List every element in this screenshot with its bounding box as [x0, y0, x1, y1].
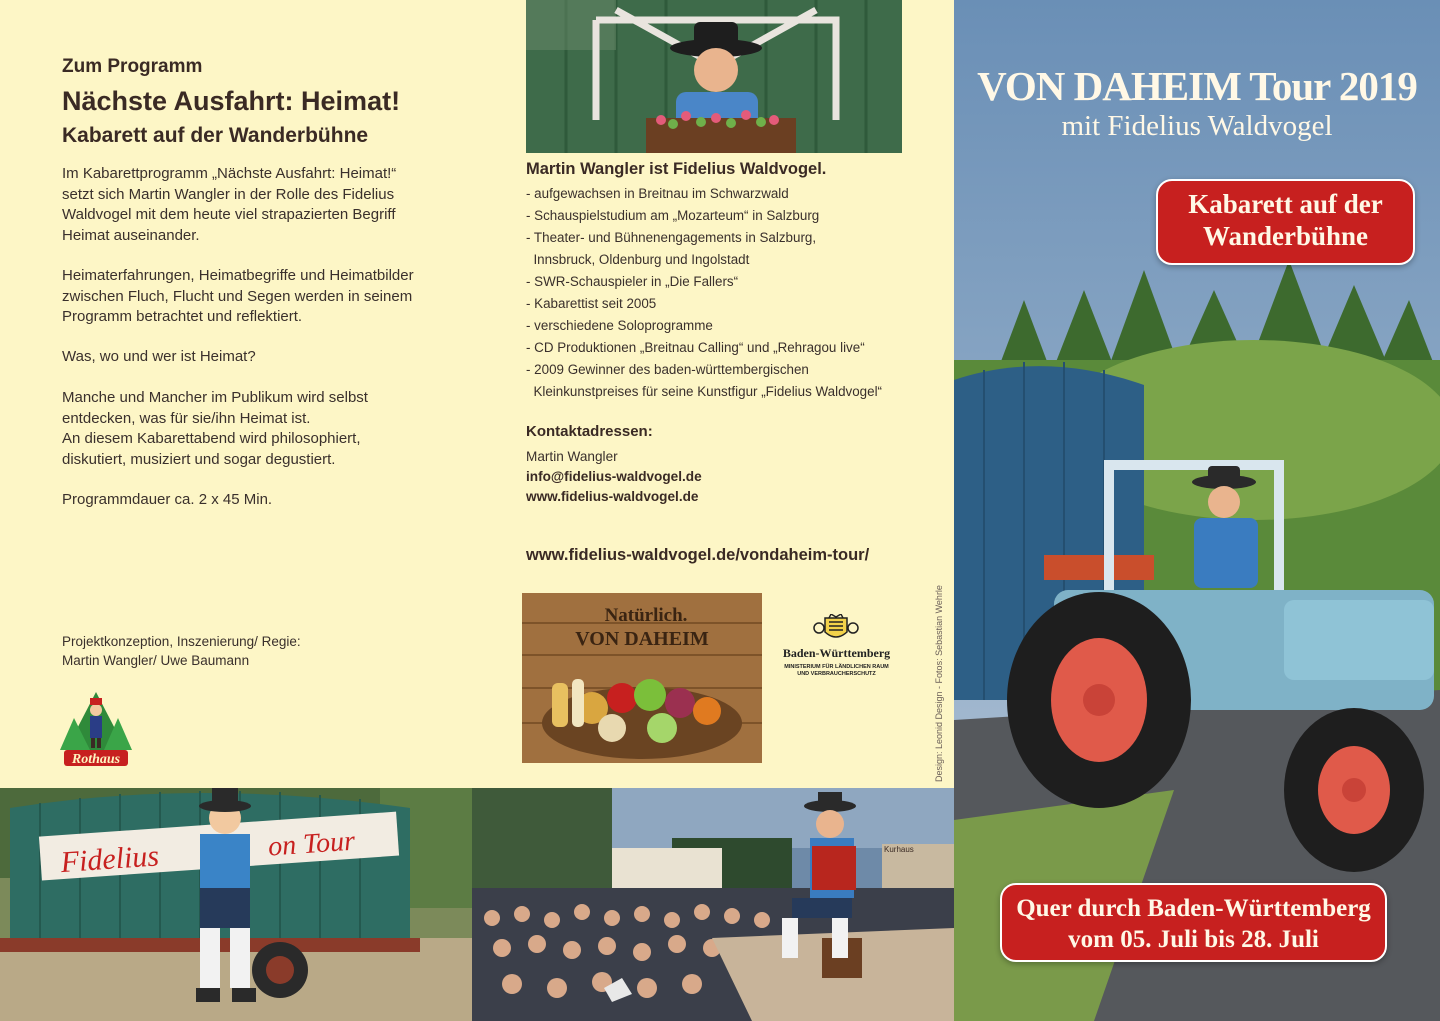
list-item: Kleinkunstpreises für seine Kunstfigur „Fidelius Waldvogel“: [526, 384, 883, 399]
bw-ministry-line: MINISTERIUM FÜR LÄNDLICHEN RAUM: [784, 664, 889, 670]
list-item: - verschiedene Soloprogramme: [526, 318, 713, 333]
stage-sign-kurhaus: Kurhaus: [884, 845, 914, 854]
text-line: setzt sich Martin Wangler in der Rolle des Fidelius: [62, 185, 395, 203]
paragraph-audience: [62, 388, 452, 470]
paragraph-intro: [62, 164, 452, 246]
list-item: - Theater- und Bühnenengagements in Salzburg,: [526, 230, 817, 245]
photo-portrait-hat: [526, 0, 902, 153]
cover-panel: [954, 0, 1440, 1021]
badge-tour-dates: [1000, 883, 1387, 962]
badge-line: Quer durch Baden-Württemberg: [1016, 895, 1371, 922]
rothaus-logo: [60, 688, 132, 768]
photo-stage-performance: [472, 788, 954, 1021]
bw-coat-of-arms-icon: [811, 614, 861, 644]
paragraph-question: [62, 347, 452, 368]
list-item: - Schauspielstudium am „Mozarteum“ in Salzburg: [526, 208, 820, 223]
wagon-sign-ontour: on Tour: [267, 825, 356, 863]
contact-name: Martin Wangler: [526, 449, 618, 464]
paragraph-duration: [62, 490, 452, 511]
section-label: Zum Programm: [62, 56, 203, 77]
text-line: Heimaterfahrungen, Heimatbegriffe und Heimatbilder: [62, 267, 414, 284]
contact-email[interactable]: info@fidelius-waldvogel.de: [526, 469, 702, 484]
text-line: Heimat auseinander.: [62, 226, 200, 244]
text-line: Programmdauer ca. 2 x 45 Min.: [62, 491, 273, 508]
design-credit: Design: Leonid Design - Fotos: Sebastian Wehrle: [934, 585, 944, 782]
logo-text-vondaheim: VON DAHEIM: [575, 628, 709, 650]
von-daheim-logo: [522, 593, 762, 763]
logo-text-naturlich: Natürlich.: [604, 605, 688, 626]
cover-photo-tractor: [954, 0, 1440, 1021]
contact-title: Kontaktadressen:: [526, 423, 653, 440]
badge-line: Kabarett auf der: [1188, 189, 1383, 219]
text-line: Waldvogel mit dem heute viel strapazierten Begriff: [62, 206, 396, 223]
wagon-sign-fidelius: Fidelius: [59, 839, 161, 880]
credits: [62, 632, 301, 670]
text-line: Programm betrachtet und reflektiert.: [62, 308, 303, 325]
list-item: - CD Produktionen „Breitnau Calling“ und „Rehragou live“: [526, 340, 865, 355]
tour-url[interactable]: www.fidelius-waldvogel.de/vondaheim-tour/: [526, 546, 870, 564]
cover-subtitle: mit Fidelius Waldvogel: [1061, 110, 1333, 142]
list-item: - 2009 Gewinner des baden-württembergischen: [526, 362, 809, 377]
program-title: Nächste Ausfahrt: Heimat!: [62, 86, 401, 116]
contact-block: [526, 447, 702, 507]
paragraph-experiences: [62, 266, 452, 328]
bw-ministry: [779, 664, 894, 678]
text-line: Im Kabarettprogramm „Nächste Ausfahrt: Heimat!“: [62, 165, 397, 182]
photo-wagon-performer: [0, 788, 472, 1021]
credits-line: Martin Wangler/ Uwe Baumann: [62, 653, 250, 668]
credits-line: Projektkonzeption, Inszenierung/ Regie:: [62, 634, 301, 649]
badge-kabarett: [1156, 179, 1415, 265]
badge-line: Wanderbühne: [1202, 221, 1369, 251]
list-item: Innsbruck, Oldenburg und Ingolstadt: [526, 252, 750, 267]
program-subtitle: Kabarett auf der Wanderbühne: [62, 124, 369, 147]
text-line: zwischen Fluch, Flucht und Segen werden in seinem: [62, 287, 413, 305]
cover-title: VON DAHEIM Tour 2019: [977, 63, 1417, 109]
text-line: An diesem Kabarettabend wird philosophiert,: [62, 430, 361, 447]
list-item: - aufgewachsen in Breitnau im Schwarzwald: [526, 186, 789, 201]
rothaus-logo-text: Rothaus: [71, 752, 121, 767]
list-item: - Kabarettist seit 2005: [526, 296, 657, 311]
bio-title: Martin Wangler ist Fidelius Waldvogel.: [526, 160, 827, 178]
list-item: - SWR-Schauspieler in „Die Fallers“: [526, 274, 739, 289]
badge-line: vom 05. Juli bis 28. Juli: [1068, 926, 1319, 953]
contact-website[interactable]: www.fidelius-waldvogel.de: [526, 489, 699, 504]
bw-ministry-line: UND VERBRAUCHERSCHUTZ: [797, 671, 876, 677]
bio-list: [526, 183, 926, 403]
bw-name: Baden-Württemberg: [782, 646, 891, 660]
text-line: Was, wo und wer ist Heimat?: [62, 348, 256, 365]
text-line: entdecken, was für sie/ihn Heimat ist.: [62, 409, 311, 427]
text-line: Manche und Mancher im Publikum wird selbst: [62, 389, 368, 406]
text-line: diskutiert, musiziert und sogar degustiert.: [62, 450, 336, 468]
